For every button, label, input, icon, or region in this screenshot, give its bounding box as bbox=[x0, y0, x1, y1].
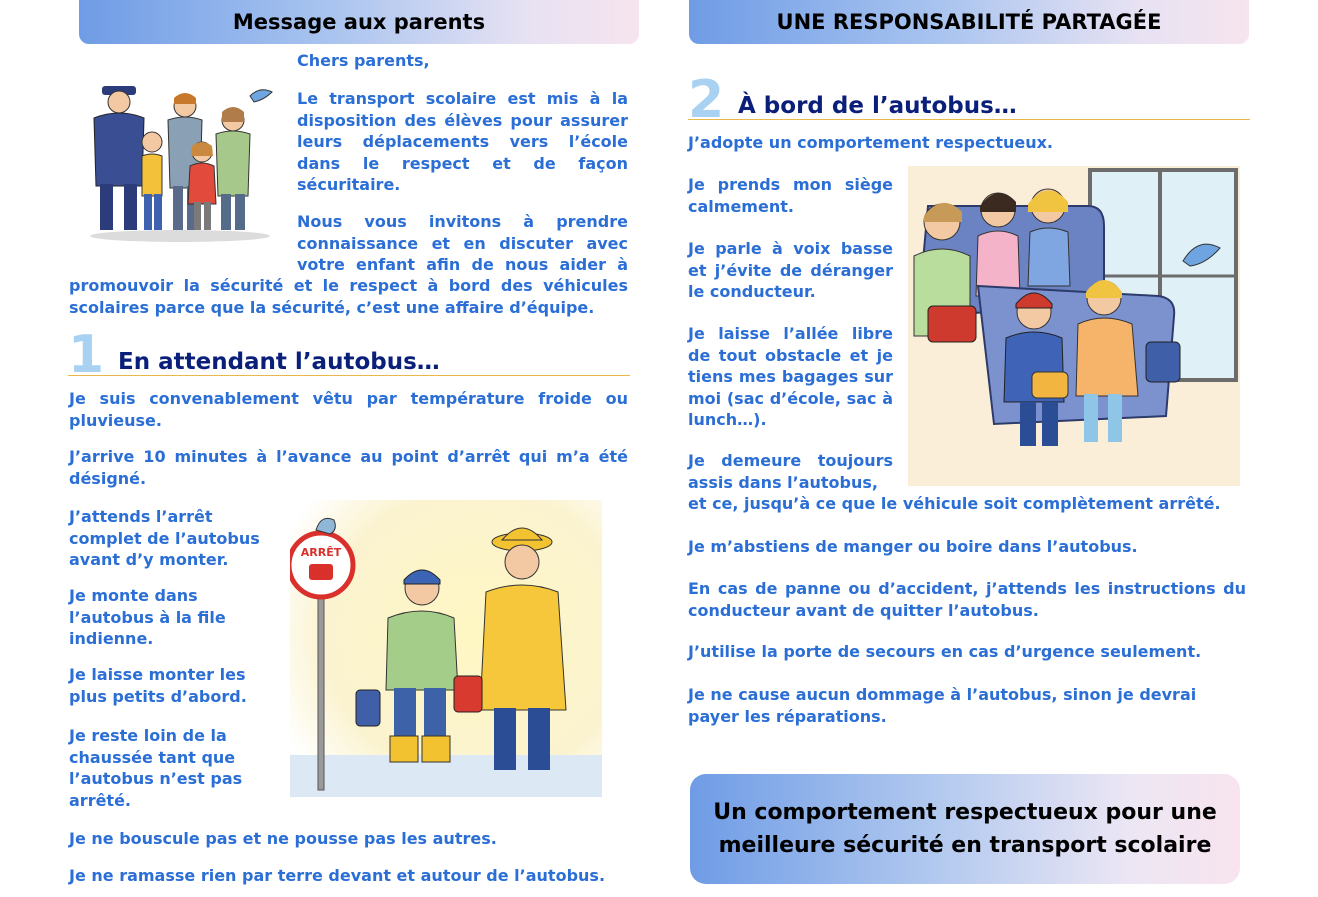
section-2-title: À bord de l’autobus… bbox=[738, 93, 1017, 119]
section-1-item-8: Je ne ramasse rien par terre devant et autour de l’autobus. bbox=[69, 866, 606, 885]
section-2-item-4: Je laisse l’allée libre de tout obstacle et je tiens mes bagages sur moi (sac d’école, sac à lunch…). bbox=[688, 324, 893, 429]
right-banner: UNE RESPONSABILITÉ PARTAGÉE bbox=[689, 0, 1249, 44]
section-1-item-5: Je laisse monter les plus petits d’abord. bbox=[69, 665, 247, 706]
section-2-item-5b: et ce, jusqu’à ce que le véhicule soit complètement arrêté. bbox=[688, 494, 1221, 513]
section-1-underline bbox=[68, 375, 630, 376]
intro-paragraph-2b: promouvoir la sécurité et le respect à bord des véhicules scolaires parce que la sécurité, c’est une affaire d’équipe. bbox=[69, 276, 628, 317]
section-1-number: 1 bbox=[68, 325, 105, 385]
section-1-item-1: Je suis convenablement vêtu par température froide ou pluvieuse. bbox=[69, 389, 628, 430]
intro-paragraph-1: Le transport scolaire est mis à la disposition des élèves pour assurer leurs déplacements vers l’école dans le respect et de façon sécuritaire. bbox=[297, 89, 628, 194]
stop-sign-text: ARRÊT bbox=[300, 546, 342, 559]
callout-line-1: Un comportement respectueux pour une bbox=[713, 800, 1217, 825]
intro-paragraph-2a: Nous vous invitons à prendre connaissance et en discuter avec votre enfant afin de nous aider à bbox=[297, 212, 628, 274]
section-1-item-6: Je reste loin de la chaussée tant que l’autobus n’est pas arrêté. bbox=[69, 726, 243, 810]
safety-callout bbox=[690, 774, 1240, 884]
salutation: Chers parents, bbox=[297, 51, 430, 70]
section-1-title: En attendant l’autobus… bbox=[118, 349, 440, 375]
section-2-item-2: Je prends mon siège calmement. bbox=[688, 175, 893, 216]
section-2-number: 2 bbox=[688, 70, 725, 130]
section-2-item-1: J’adopte un comportement respectueux. bbox=[688, 133, 1053, 152]
left-banner: Message aux parents bbox=[79, 0, 639, 44]
section-2-item-8: J’utilise la porte de secours en cas d’urgence seulement. bbox=[688, 642, 1202, 661]
section-1-item-7: Je ne bouscule pas et ne pousse pas les autres. bbox=[69, 829, 497, 848]
section-1-item-2: J’arrive 10 minutes à l’avance au point d’arrêt qui m’a été désigné. bbox=[69, 447, 628, 488]
section-2-item-7: En cas de panne ou d’accident, j’attends les instructions du conducteur avant de quitter l’autobus. bbox=[688, 579, 1246, 620]
section-1-item-4: Je monte dans l’autobus à la file indienne. bbox=[69, 586, 226, 648]
callout-line-2: meilleure sécurité en transport scolaire bbox=[718, 833, 1212, 858]
section-2-underline bbox=[688, 119, 1250, 120]
bus-interior-illustration bbox=[908, 166, 1240, 486]
section-2-item-9: Je ne cause aucun dommage à l’autobus, sinon je devrai payer les réparations. bbox=[688, 685, 1197, 726]
section-1-item-3: J’attends l’arrêt complet de l’autobus avant d’y monter. bbox=[69, 507, 260, 569]
section-2-item-6: Je m’abstiens de manger ou boire dans l’autobus. bbox=[688, 537, 1138, 556]
section-2-item-5a: Je demeure toujours assis dans l’autobus, bbox=[688, 451, 893, 492]
bus-stop-illustration bbox=[290, 500, 602, 797]
family-illustration bbox=[80, 76, 280, 244]
section-2-item-3: Je parle à voix basse et j’évite de déranger le conducteur. bbox=[688, 239, 893, 301]
